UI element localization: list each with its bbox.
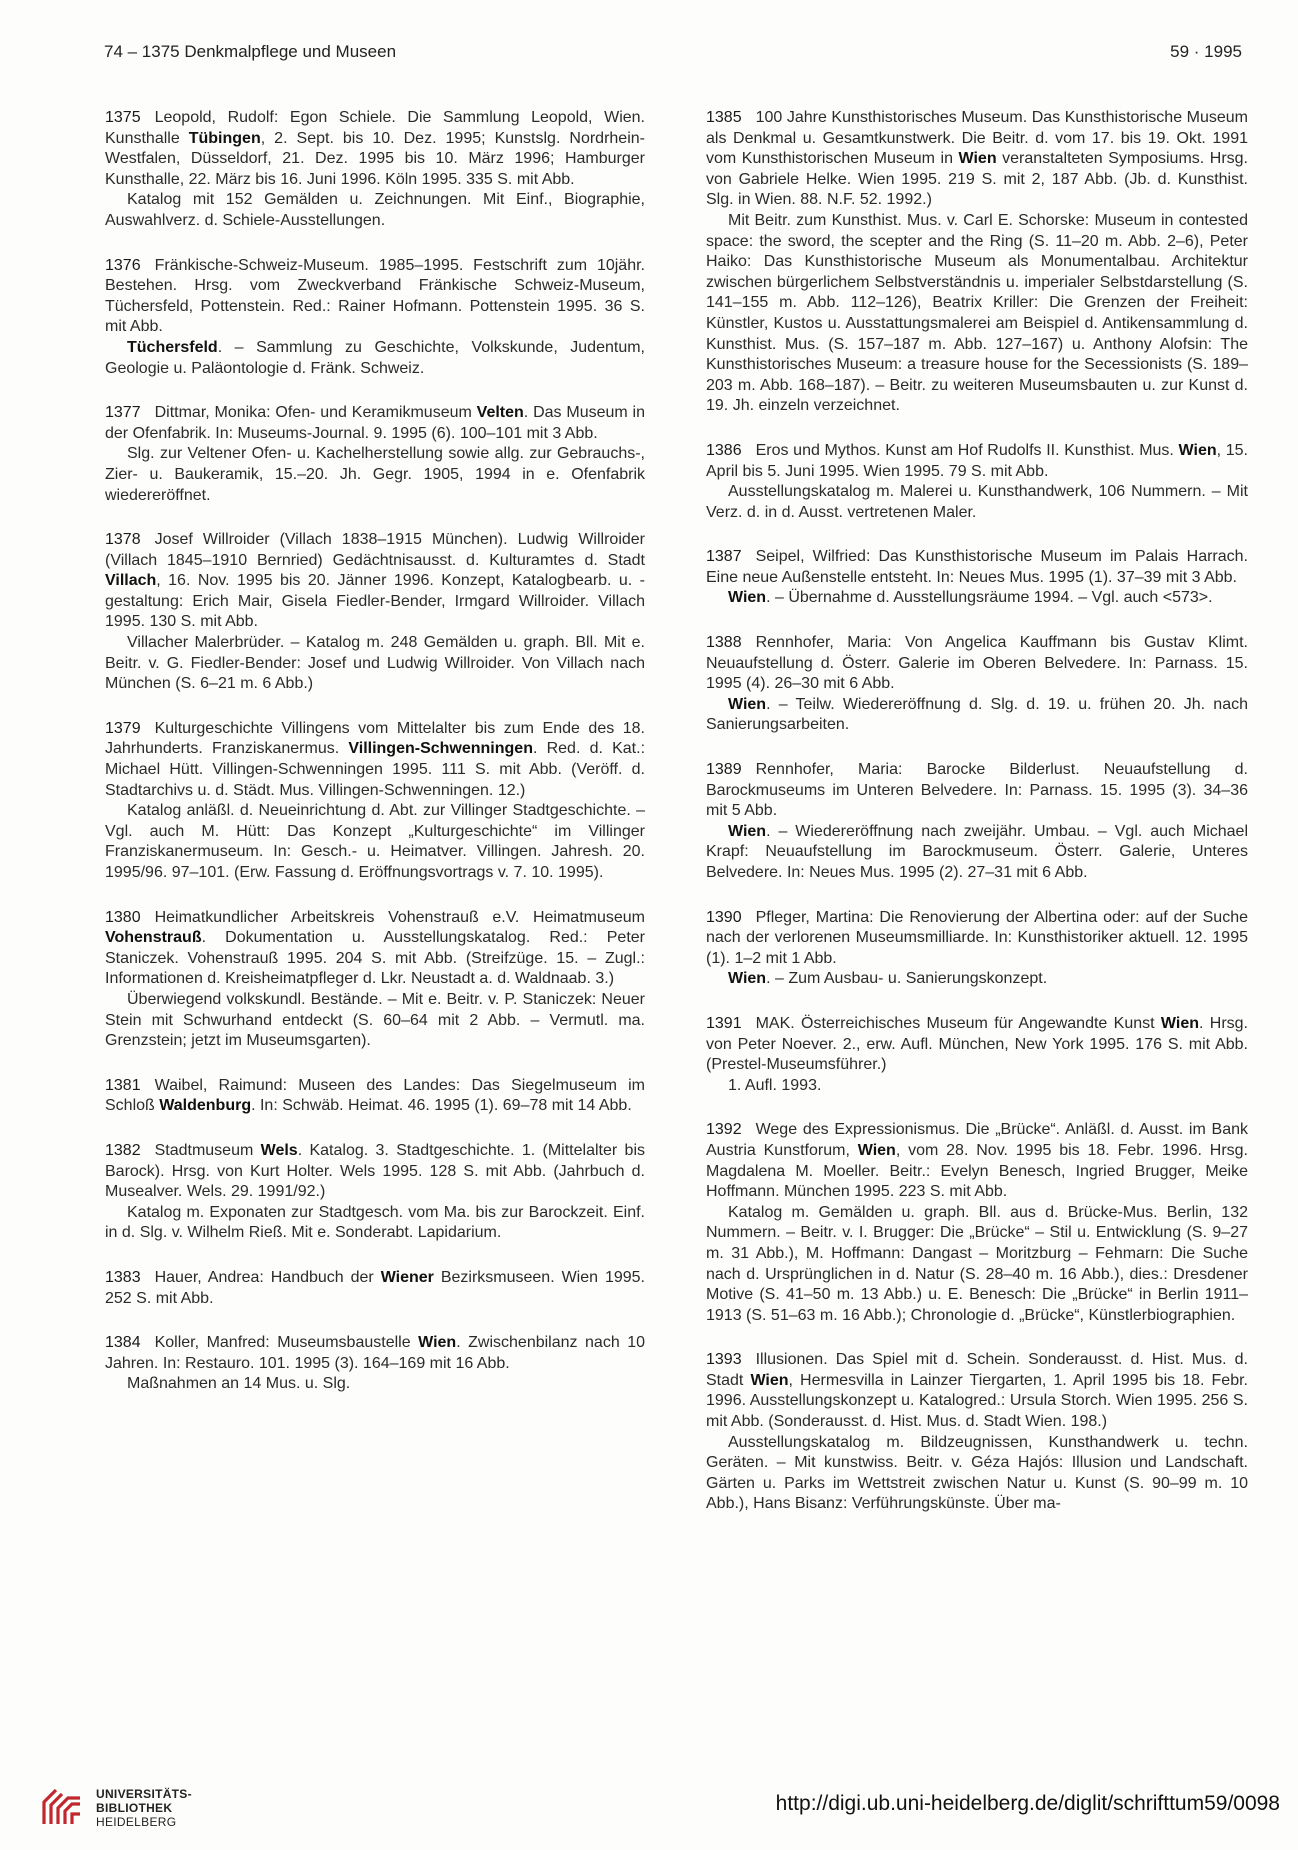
bibliography-entry [105,256,645,380]
citation-text: , 15. April bis 5. Juni 1995. Wien 1995. 79 S. mit Abb. [706,441,1248,480]
citation-text: Seipel, Wilfried: Das Kunsthistorische Museum im Palais Harrach. Eine neue Außenstelle entsteht. In: Neues Mus. 1995 (1). 37–39 mit 3 Abb. [706,548,1248,586]
bibliography-entry [105,108,645,232]
place-keyword: Wien [1178,441,1217,459]
library-logo[interactable] [38,1778,248,1838]
library-logo-text [96,1787,192,1829]
entry-number: 1375 [105,109,141,126]
citation-text: MAK. Österreichisches Museum für Angewandte Kunst [755,1014,1161,1032]
left-column [105,108,645,1419]
logo-line-3: HEIDELBERG [96,1815,177,1829]
entry-citation [105,719,645,801]
running-head [104,42,1242,62]
citation-text: . Red. d. Kat.: Michael Hütt. Villingen-Schwenningen 1995. 111 S. mit Abb. (Veröff. d. Stadtarchivs u. d. Städt. Mus. Villingen-Schwenningen. 12.) [105,740,646,799]
entry-number: 1393 [706,1351,742,1369]
citation-text: Rennhofer, Maria: Von Angelica Kauffmann bis Gustav Klimt. Neuaufstellung d. Österr. Galerie im Oberen Belvedere. In: Parnass. 15. 1995 (4). 26–30 mit 6 Abb. [706,634,1248,693]
place-keyword: Wels [260,1141,298,1159]
place-keyword: Villach [105,572,157,590]
entry-number: 1391 [706,1014,742,1032]
entry-annotation [105,633,645,695]
citation-text: Fränkische-Schweiz-Museum. 1985–1995. Festschrift zum 10jähr. Bestehen. Hrsg. vom Zweckverband Fränkische Schweiz-Museum, Tüchersfeld, Pottenstein. Red.: Rainer Hofmann. Pottenstein 1995. 36 S. mit Abb. [105,256,645,336]
bibliography-entry [105,1076,645,1117]
entry-annotation [706,1076,1248,1097]
entry-annotation [706,211,1248,417]
annotation-text: Katalog mit 152 Gemälden u. Zeichnungen. Mit Einf., Biographie, Auswahlverz. d. Schiele-Ausstellungen. [105,191,645,229]
annotation-text: Ausstellungskatalog m. Malerei u. Kunsthandwerk, 106 Nummern. – Mit Verz. d. in d. Ausst. vertretenen Maler. [706,483,1248,521]
entry-number: 1390 [706,908,742,926]
entry-annotation [105,1374,645,1395]
place-keyword: Villingen-Schwenningen [348,740,533,758]
entry-annotation [706,482,1248,523]
entry-number: 1381 [105,1076,141,1094]
entry-annotation [706,822,1248,884]
place-keyword: Wien [728,970,767,988]
place-keyword: Wien [750,1371,789,1389]
entry-citation [706,908,1248,970]
place-keyword: Wien [728,822,767,840]
annotation-text: . – Übernahme d. Ausstellungsräume 1994. – Vgl. auch <573>. [766,589,1213,607]
citation-text: Eros und Mythos. Kunst am Hof Rudolfs II. Kunsthist. Mus. [755,441,1179,459]
running-head-right [1170,42,1242,62]
annotation-text: Villacher Malerbrüder. – Katalog m. 248 Gemälden u. graph. Bll. Mit e. Beitr. v. G. Fiedler-Bender: Josef und Ludwig Willroider. Von Villach nach München (S. 6–21 m. 6 Abb.) [105,634,645,693]
entry-number: 1392 [706,1121,742,1139]
annotation-text: Katalog anläßl. d. Neueinrichtung d. Abt. zur Villinger Stadtgeschichte. – Vgl. auch M. Hütt: Das Konzept „Kulturgeschichte“ im Villinger Franziskanermuseum. In: Gesch.- u. Heimatver. Villingen. Jahresh. 20. 1995/96. 97–101. (Erw. Fassung d. Eröffnungsvortrags v. 7. 10. 1995). [105,802,645,881]
place-keyword: Wien [857,1141,896,1159]
citation-text: Koller, Manfred: Museumsbaustelle [154,1334,419,1352]
citation-text: Kulturgeschichte Villingens vom Mittelalter bis zum Ende des 18. Jahrhunderts. Franziskanermus. [105,719,645,758]
place-keyword: Wiener [380,1268,434,1286]
annotation-text: Überwiegend volkskundl. Bestände. – Mit e. Beitr. v. P. Staniczek: Neuer Stein mit Schwurhand entdeckt (S. 60–64 mit 2 Abb. – Vermutl. ma. Grenzstein; jetzt im Museumsgarten). [105,990,645,1050]
annotation-text: Slg. zur Veltener Ofen- u. Kachelherstellung sowie allg. zur Gebrauchs-, Zier- u. Baukeramik, 15.–20. Jh. Gegr. 1905, 1994 in e. Ofenfabrik wiedereröffnet. [105,445,645,504]
place-keyword: Wien [1160,1014,1199,1032]
entry-annotation [105,338,645,379]
citation-text: Hauer, Andrea: Handbuch der [154,1268,381,1286]
library-logo-icon [38,1784,86,1832]
citation-text: , Hermesvilla in Lainzer Tiergarten, 1. April 1995 bis 18. Febr. 1996. Ausstellungskonzept u. Katalogred.: Ursula Storch. Wien 1995. 256 S. mit Abb. (Sonderausst. d. Hist. Mus. d. Stadt Wien. 198.) [706,1371,1248,1431]
place-keyword: Wien [728,589,767,607]
page-number: 59 · 1995 [1170,42,1242,61]
entry-number: 1377 [105,404,141,422]
citation-text: . Katalog. 3. Stadtgeschichte. 1. (Mittelalter bis Barock). Hrsg. von Kurt Holter. Wels 1995. 128 S. mit Abb. (Jahrbuch d. Musealver. Wels. 29. 1991/92.) [105,1141,645,1201]
source-url[interactable]: http://digi.ub.uni-heidelberg.de/diglit/schrifttum59/0098 [775,1792,1280,1815]
citation-text: Stadtmuseum [154,1141,261,1159]
bibliography-entry [706,108,1248,417]
entry-number: 1384 [105,1334,141,1352]
citation-text: , 2. Sept. bis 10. Dez. 1995; Kunstslg. Nordrhein-Westfalen, Düsseldorf, 21. Dez. 1995 bis 10. März 1996; Hamburger Kunsthalle, 22. März bis 16. Juni 1996. Köln 1995. 335 S. mit Abb. [105,129,645,188]
annotation-text: 1. Aufl. 1993. [728,1076,822,1094]
entry-annotation [105,801,645,883]
citation-text: Rennhofer, Maria: Barocke Bilderlust. Neuaufstellung d. Barockmuseums im Unteren Belvedere. In: Parnass. 15. 1995 (3). 34–36 mit 5 Abb. [706,761,1248,820]
place-keyword: Wien [418,1334,457,1352]
bibliography-entry [706,760,1248,884]
citation-text: Leopold, Rudolf: Egon Schiele. Die Sammlung Leopold, Wien. Kunsthalle [105,109,645,147]
bibliography-entry [706,1350,1248,1515]
entry-citation [706,1014,1248,1076]
citation-text: Josef Willroider (Villach 1838–1915 München). Ludwig Willroider (Villach 1845–1910 Bernried) Gedächtnisausst. d. Kulturamtes d. Stadt [105,531,645,569]
entry-citation [105,1333,645,1374]
annotation-text: Mit Beitr. zum Kunsthist. Mus. v. Carl E. Schorske: Museum in contested space: the sword, the scepter and the Ring (S. 11–20 m. Abb. 2–6), Peter Haiko: Das Kunsthistorische Museum als Monumentalbau. Architektur zwischen bürgerlichem Selbstverständnis u. imperialer Selbstdarstellung (S. 141–155 m. Abb. 112–126), Beatrix Kriller: Die Grenzen der Freiheit: Künstler, Kustos u. Ausstattungsmalerei am Beispiel d. Antikensammlung d. Kunsthist. Mus. (S. 157–187 m. Abb. 127–167) u. Anthony Alofsin: The Kunsthistorisches Museum: a treasure house for the Secessionists (S. 189–203 m. Abb. 168–187). – Beitr. zu weiteren Museumsbauten u. zur Kunst d. 19. Jh. einzeln verzeichnet. [706,211,1248,415]
place-keyword: Vohenstrauß [105,929,202,947]
footer-bar [0,1770,1298,1850]
entry-citation [105,1268,645,1309]
bibliography-entry [105,1268,645,1309]
citation-text: . Dokumentation u. Ausstellungskatalog. Red.: Peter Staniczek. Vohenstrauß 1995. 204 S. mit Abb. (Streifzüge. 15. – Zugl.: Informationen d. Kreisheimatpfleger d. Lkr. Neustadt a. d. Waldnaab. 3.) [105,929,645,988]
running-head-left-text: 74 – 1375 Denkmalpflege und Museen [104,42,397,61]
entry-annotation [105,190,645,231]
entry-number: 1380 [105,908,141,926]
entry-citation [706,760,1248,822]
right-column [706,108,1248,1539]
entry-citation [105,908,645,990]
citation-text: Wege des Expressionismus. Die „Brücke“. Anläßl. d. Ausst. im Bank Austria Kunstforum, [706,1121,1248,1159]
bibliography-entry [706,1014,1248,1096]
place-keyword: Tübingen [188,129,261,147]
entry-number: 1388 [706,634,742,652]
place-keyword: Wien [958,150,997,168]
bibliography-entry [105,1141,645,1244]
entry-citation [706,633,1248,695]
citation-text: Waibel, Raimund: Museen des Landes: Das Siegelmuseum im Schloß [105,1076,645,1115]
entry-citation [706,547,1248,588]
entry-citation [706,441,1248,482]
annotation-text: . – Teilw. Wiedereröffnung d. Slg. d. 19. u. frühen 20. Jh. nach Sanierungsarbeiten. [706,695,1248,734]
citation-text: Pfleger, Martina: Die Renovierung der Albertina oder: auf der Suche nach der verlorenen Museumsmilliarde. In: Kunsthistoriker aktuell. 12. 1995 (1). 1–2 mit 1 Abb. [706,908,1248,967]
entry-citation [706,1120,1248,1202]
citation-text: . Zwischenbilanz nach 10 Jahren. In: Restauro. 101. 1995 (3). 164–169 mit 16 Abb. [105,1334,646,1372]
citation-text: . Hrsg. von Peter Noever. 2., erw. Aufl. München, New York 1995. 176 S. mit Abb. (Prestel-Museumsführer.) [706,1014,1248,1074]
entry-number: 1376 [105,256,141,274]
entry-number: 1383 [105,1268,141,1286]
bibliography-entry [105,530,645,695]
bibliography-entry [706,633,1248,736]
running-head-left [104,42,396,62]
entry-citation [105,108,645,190]
bibliography-entry [105,908,645,1052]
citation-text: , vom 28. Nov. 1995 bis 18. Febr. 1996. Hrsg. Magdalena M. Moeller. Beitr.: Evelyn Benesch, Ingried Brugger, Meike Hoffmann. München 1995. 223 S. mit Abb. [706,1141,1248,1201]
entry-annotation [706,1203,1248,1327]
entry-citation [706,108,1248,211]
citation-text: . Das Museum in der Ofenfabrik. In: Museums-Journal. 9. 1995 (6). 100–101 mit 3 Abb. [105,404,646,442]
entry-number: 1379 [105,719,141,737]
entry-citation [105,1076,645,1117]
entry-annotation [105,1203,645,1244]
place-keyword: Waldenburg [159,1097,252,1115]
logo-line-1: UNIVERSITÄTS- [96,1787,192,1801]
citation-text: . In: Schwäb. Heimat. 46. 1995 (1). 69–78 mit 14 Abb. [251,1097,632,1115]
entry-annotation [706,1433,1248,1515]
entry-number: 1378 [105,531,141,549]
bibliography-entry [706,908,1248,990]
bibliography-entry [105,1333,645,1395]
entry-citation [105,403,645,444]
place-keyword: Wien [728,695,767,713]
entry-number: 1385 [706,109,742,126]
entry-annotation [105,444,645,506]
entry-number: 1387 [706,548,742,566]
place-keyword: Velten [476,404,524,422]
entry-annotation [706,588,1248,609]
citation-text: veranstalteten Symposiums. Hrsg. von Gabriele Helke. Wien 1995. 219 S. mit 2, 187 Abb. (Jb. d. Kunsthist. Slg. in Wien. 88. N.F. 52. 1992.) [706,150,1248,209]
entry-annotation [706,969,1248,990]
bibliography-entry [105,719,645,884]
citation-text: Illusionen. Das Spiel mit d. Schein. Sonderausst. d. Hist. Mus. d. Stadt [706,1351,1248,1389]
entry-number: 1389 [706,761,742,779]
citation-text: Dittmar, Monika: Ofen- und Keramikmuseum [154,404,477,422]
entry-citation [105,1141,645,1203]
annotation-text: . – Wiedereröffnung nach zweijähr. Umbau. – Vgl. auch Michael Krapf: Neuaufstellung im Barockmuseum. Österr. Galerie, Unteres Belvedere. In: Neues Mus. 1995 (2). 27–31 mit 6 Abb. [706,822,1248,881]
entry-number: 1382 [105,1141,141,1159]
annotation-text: Katalog m. Exponaten zur Stadtgesch. vom Ma. bis zur Barockzeit. Einf. in d. Slg. v. Wilhelm Rieß. Mit e. Sonderabt. Lapidarium. [105,1203,645,1242]
bibliography-entry [706,547,1248,609]
entry-annotation [706,695,1248,736]
entry-citation [105,530,645,633]
entry-citation [105,256,645,338]
bibliography-entry [706,441,1248,523]
entry-annotation [105,990,645,1052]
annotation-text: . – Zum Ausbau- u. Sanierungskonzept. [766,970,1048,988]
bibliography-entry [706,1120,1248,1326]
entry-citation [706,1350,1248,1432]
logo-line-2: BIBLIOTHEK [96,1801,173,1815]
citation-text: , 16. Nov. 1995 bis 20. Jänner 1996. Konzept, Katalogbearb. u. -gestaltung: Erich Mair, Gisela Fiedler-Bender, Irmgard Willroider. Villach 1995. 130 S. mit Abb. [105,572,645,631]
entry-number: 1386 [706,441,742,459]
bibliography-entry [105,403,645,506]
citation-text: Bezirksmuseen. Wien 1995. 252 S. mit Abb. [105,1268,645,1307]
annotation-text: Ausstellungskatalog m. Bildzeugnissen, Kunsthandwerk u. techn. Geräten. – Mit kunstwiss. Beitr. v. Géza Hajós: Illusion und Landschaft. Gärten u. Parks im Wettstreit zwischen Natur u. Kunst (S. 90–99 m. 10 Abb.), Hans Bisanz: Verführungskünste. Über ma- [706,1433,1248,1513]
annotation-text: . – Sammlung zu Geschichte, Volkskunde, Judentum, Geologie u. Paläontologie d. Fränk. Schweiz. [105,338,645,377]
citation-text: Heimatkundlicher Arbeitskreis Vohenstrauß e.V. Heimatmuseum [154,908,645,926]
place-keyword: Tüchersfeld [127,338,218,356]
citation-text: 100 Jahre Kunsthistorisches Museum. Das Kunsthistorische Museum als Denkmal u. Gesamtkunstwerk. Die Beitr. d. vom 17. bis 19. Okt. 1991 vom Kunsthistorischen Museum in [706,109,1248,168]
annotation-text: Katalog m. Gemälden u. graph. Bll. aus d. Brücke-Mus. Berlin, 132 Nummern. – Beitr. v. I. Brugger: Die „Brücke“ – Stil u. Entwicklung (S. 9–27 m. 31 Abb.), M. Hoffmann: Dangast – Moritzburg – Fehmarn: Die Suche nach d. Ursprünglichen in d. Natur (S. 28–40 m. 16 Abb.), dies.: Dresdener Motive (S. 41–50 m. 13 Abb.) u. E. Benesch: Die „Brücke“ in Berlin 1911–1913 (S. 51–63 m. 16 Abb.); Chronologie d. „Brücke“, Künstlerbiographien. [706,1203,1248,1324]
annotation-text: Maßnahmen an 14 Mus. u. Slg. [127,1375,351,1393]
